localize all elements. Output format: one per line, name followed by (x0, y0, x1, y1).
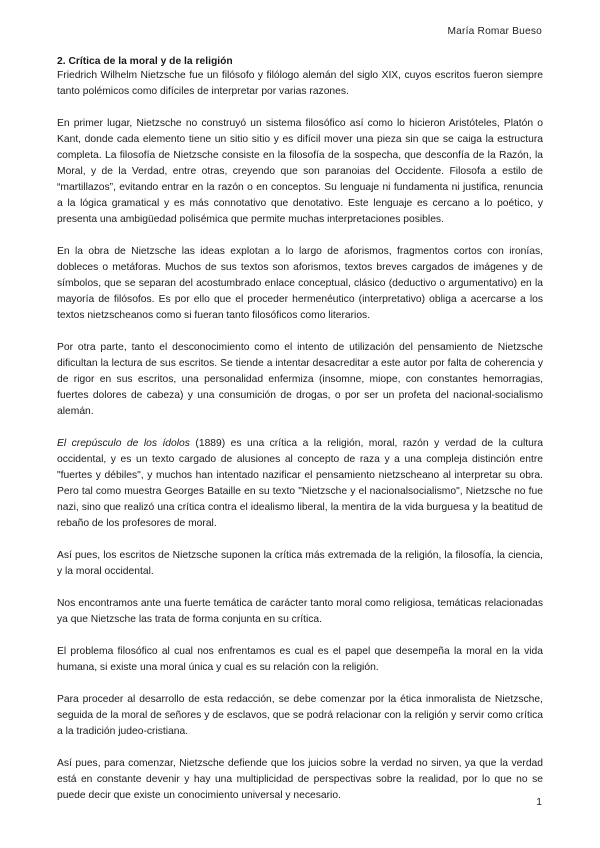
author-name: María Romar Bueso (447, 26, 542, 37)
paragraph-truth: Así pues, para comenzar, Nietzsche defiende que los juicios sobre la verdad no sirven, ya que la verdad está en constante devenir y hay una multiplicidad de perspectivas sobre la realidad, por lo que no se puede decir que existe un conocimiento universal y necesario. (57, 758, 543, 801)
book-title: El crepúsculo de los ídolos (57, 438, 190, 449)
section-heading: 2. Crítica de la moral y de la religión (57, 56, 233, 67)
paragraph-aphorisms: En la obra de Nietzsche las ideas explotan a lo largo de aforismos, fragmentos cortos con ironías, dobleces o metáforas. Muchos de sus textos son aforismos, textos breves cargados de imágenes y de símbolos, que se separan del acostumbrado enlace conceptual, clásico (deductivo o argumentativo) en la mayoría de filósofos. Es por ello que el proceder hermenéutico (interpretativo) obliga a acercarse a los textos nietzscheanos como si fueran tanto filosóficos como literarios. (57, 246, 543, 321)
paragraph-problem: El problema filosófico al cual nos enfrentamos es cual es el papel que desempeña la moral en la vida humana, si existe una moral única y cual es su relación con la religión. (57, 646, 543, 673)
page-number: 1 (536, 797, 542, 808)
paragraph-system: En primer lugar, Nietzsche no construyó un sistema filosófico así como lo hicieron Aristóteles, Platón o Kant, donde cada elemento tiene un sitio sitio y es difícil mover una pieza sin que se caiga la estructura completa. La filosofía de Nietzsche consiste en la filosofía de la sospecha, que desconfía de la Razón, la Moral, y de la Verdad, entre otras, creyendo que son paranoias del Occidente. Filosofa a estilo de “martillazos”, evitando entrar en la razón o en conceptos. Su lenguaje ni fundamenta ni justifica, renuncia a la lógica gramatical y es más connotativo que denotativo. Este lenguaje es cercano a lo poético, y presenta una ambigüedad polisémica que permite muchas interpretaciones posibles. (57, 118, 543, 225)
paragraph-procedure: Para proceder al desarrollo de esta redacción, se debe comenzar por la ética inmoralista de Nietzsche, seguida de la moral de señores y de esclavos, que se podrá relacionar con la religión y servir como crítica a la tradición judeo-cristiana. (57, 694, 543, 737)
paragraph-twilight-of-idols (57, 436, 543, 532)
document-body (57, 55, 543, 820)
paragraph-thematic: Nos encontramos ante una fuerte temática de carácter tanto moral como religiosa, temáticas relacionadas ya que Nietzsche las trata de forma conjunta en su crítica. (57, 598, 543, 625)
paragraph-extreme-critique: Así pues, los escritos de Nietzsche suponen la crítica más extremada de la religión, la filosofía, la ciencia, y la moral occidental. (57, 550, 543, 577)
paragraph-intro: Friedrich Wilhelm Nietzsche fue un filósofo y filólogo alemán del siglo XIX, cuyos escritos fueron siempre tanto polémicos como difíciles de interpretar por varias razones. (57, 70, 543, 97)
paragraph-twilight-text: (1889) es una crítica a la religión, moral, razón y verdad de la cultura occidental, y es un texto cargado de alusiones al concepto de raza y a una compleja distinción entre "fuertes y débiles", y muchos han intentado nazificar el pensamiento nietzscheano al interpretar su obra. Pero tal como muestra Georges Bataille en su texto "Nietzsche y el nacionalsocialismo", Nietzsche no fue nazi, sino que realizó una crítica contra el idealismo liberal, la mentira de la vida burguesa y la beatitud de rebaño de los profesores de moral. (57, 438, 543, 529)
paragraph-reading-difficulty: Por otra parte, tanto el desconocimiento como el intento de utilización del pensamiento de Nietzsche dificultan la lectura de sus escritos. Se tiende a intentar desacreditar a este autor por falta de coherencia y de rigor en sus escritos, una personalidad enfermiza (insomne, miope, con constantes hemorragias, fuertes dolores de cabeza) y una consumición de drogas, o por ser un profeta del nacional-socialismo alemán. (57, 342, 543, 417)
